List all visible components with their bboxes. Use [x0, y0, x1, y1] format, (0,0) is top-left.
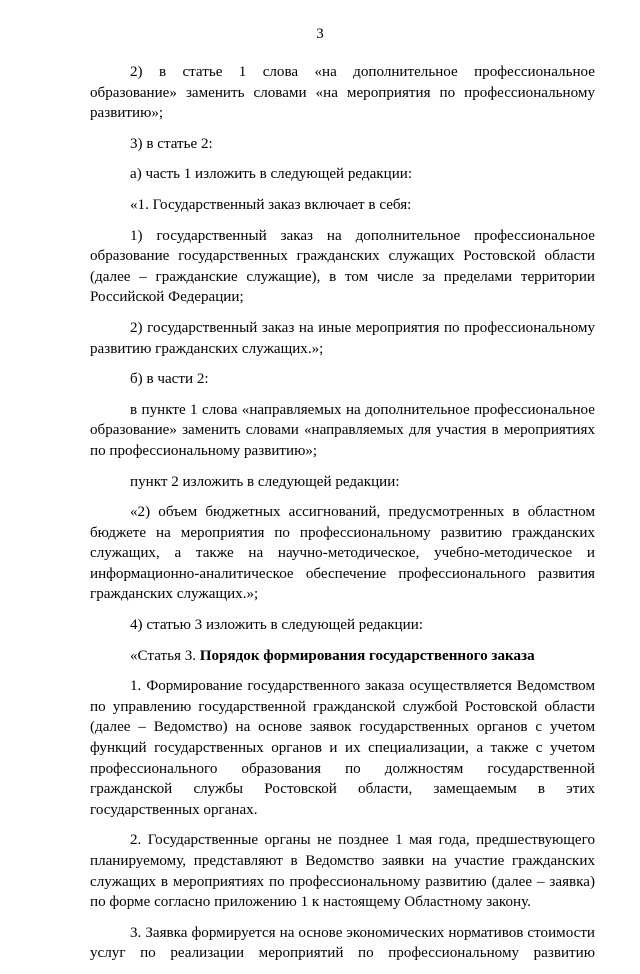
paragraph: 3) в статье 2:	[130, 135, 213, 152]
paragraph: 4) статью 3 изложить в следующей редакции:	[130, 617, 423, 634]
page-number: 3	[316, 26, 324, 42]
paragraph: 2) государственный заказ на иные мероприятия по профессиональному развитию гражданских служащих.»;	[90, 319, 595, 357]
paragraph: а) часть 1 изложить в следующей редакции:	[130, 166, 413, 183]
paragraph: «2) объем бюджетных ассигнований, предусмотренных в областном бюджете на мероприятия по профессиональному развитию гражданских служащих, а также на научно-методическое, учебно-методическое и информационно-аналитическое обеспечение профессионального развития гражданских служащих.»;	[90, 504, 595, 603]
article-title: Порядок формирования государственного заказа	[199, 647, 535, 664]
document-body	[90, 62, 595, 974]
paragraph: «1. Государственный заказ включает в себя:	[130, 196, 412, 213]
article-paragraph: 1. Формирование государственного заказа осуществляется Ведомством по управлению государственной гражданской службой Ростовской области (далее – Ведомство) на основе заявок государственных органов с учетом функций государственных органов и их специализации, а также с учетом профессионального образования по должностям государственной гражданской службы Ростовской области, замещаемым в этих государственных органах.	[90, 678, 595, 818]
paragraph: в пункте 1 слова «направляемых на дополнительное профессиональное образование» заменить словами «направляемых для участия в мероприятиях по профессиональному развитию»;	[90, 401, 595, 459]
article-paragraph: 2. Государственные органы не позднее 1 мая года, предшествующего планируемому, представляют в Ведомство заявки на участие гражданских служащих в мероприятиях по профессиональному развитию (далее – заявка) по форме согласно приложению 1 к настоящему Областному закону.	[90, 832, 595, 911]
paragraph: б) в части 2:	[130, 371, 209, 388]
article-paragraph: 3. Заявка формируется на основе экономических нормативов стоимости услуг по реализации мероприятий по профессиональному развитию	[90, 924, 595, 962]
paragraph: 2) в статье 1 слова «на дополнительное профессиональное образование» заменить словами «на мероприятия по профессиональному развитию»;	[90, 64, 595, 122]
paragraph: 1) государственный заказ на дополнительное профессиональное образование государственных гражданских служащих Ростовской области (далее – гражданские служащие), в том числе за пределами территории Российской Федерации;	[90, 227, 595, 306]
article-prefix: «Статья 3.	[130, 647, 200, 664]
article-heading	[90, 646, 595, 667]
paragraph: пункт 2 изложить в следующей редакции:	[130, 473, 400, 490]
